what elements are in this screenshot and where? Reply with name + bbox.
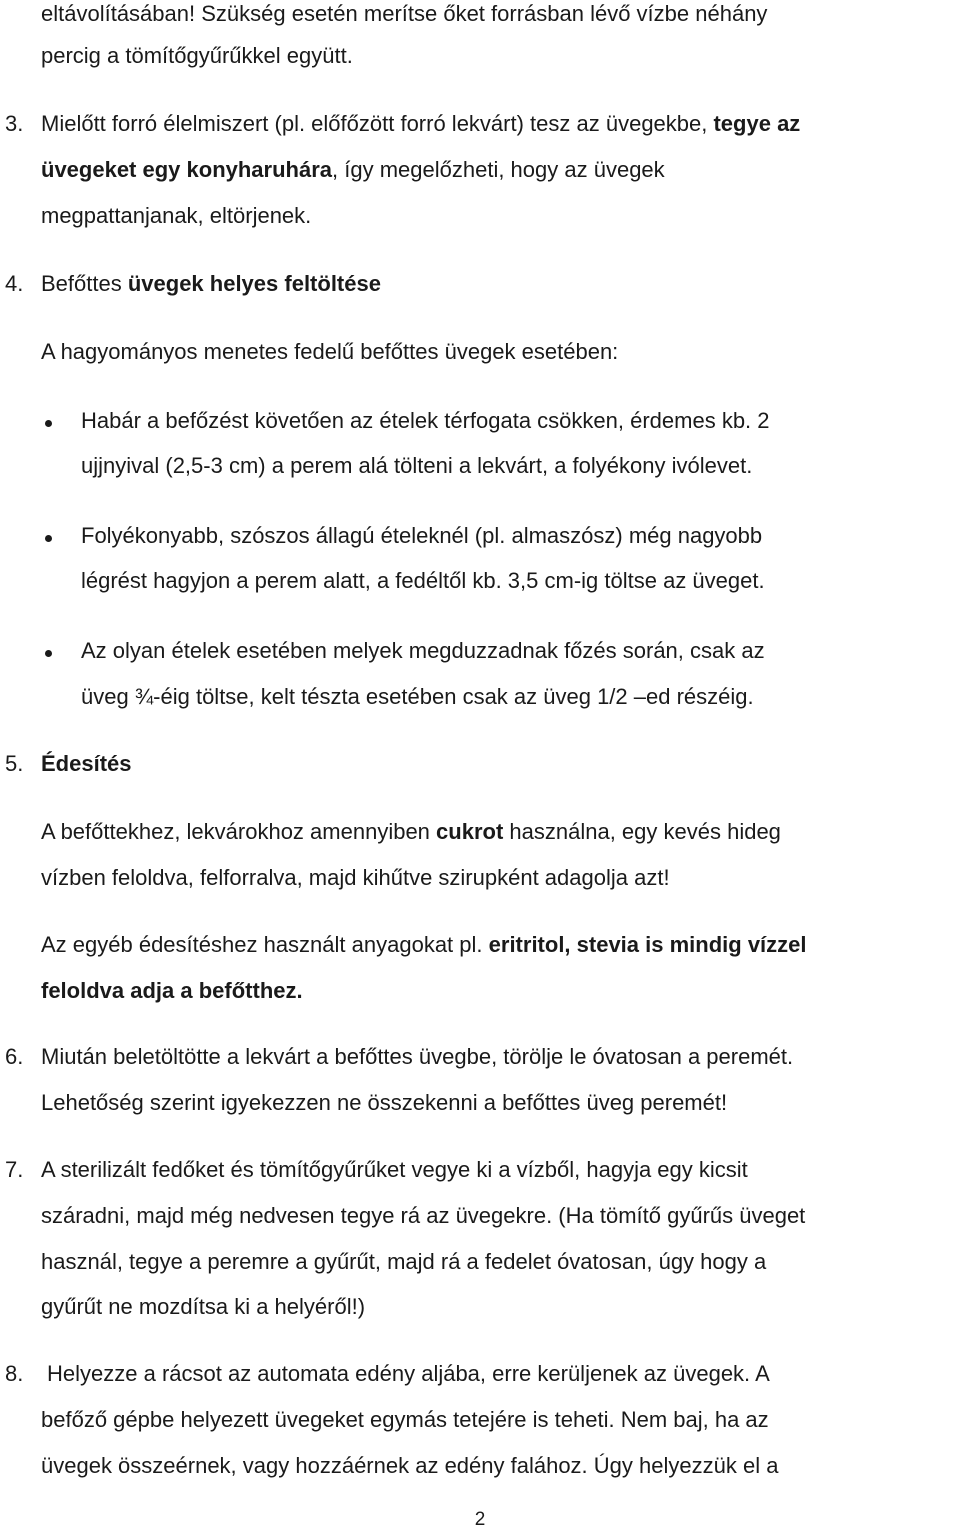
item-3-number: 3.: [5, 111, 24, 136]
item-6-number: 6.: [5, 1044, 24, 1069]
item-3-line-3: megpattanjanak, eltörjenek.: [41, 203, 312, 228]
item-6-line-1: Miután beletöltötte a lekvárt a befőttes üvegbe, törölje le óvatosan a peremét.: [41, 1044, 794, 1069]
item-7-line-4: gyűrűt ne mozdítsa ki a helyéről!): [41, 1294, 366, 1319]
item-5-p2-line-1: [41, 931, 807, 959]
bullet-2-line-2: légrést hagyjon a perem alatt, a fedéltől kb. 3,5 cm-ig töltse az üveget.: [81, 568, 765, 593]
intro-line-2: percig a tömítőgyűrűkkel együtt.: [41, 43, 353, 68]
bullet-2-line-1: Folyékonyabb, szószos állagú ételeknél (pl. almaszósz) még nagyobb: [81, 523, 763, 548]
bullet-3-line-1: Az olyan ételek esetében melyek megduzzadnak főzés során, csak az: [81, 638, 765, 663]
item-7-line-3: használ, tegye a peremre a gyűrűt, majd rá a fedelet óvatosan, úgy hogy a: [41, 1249, 767, 1274]
bullet-3-line-2: üveg ¾-éig töltse, kelt tészta esetében csak az üveg 1/2 –ed részéig.: [81, 684, 754, 709]
item-5-p2-line-2: feloldva adja a befőtthez.: [41, 978, 303, 1003]
item-3-line-1-text: Mielőtt forró élelmiszert (pl. előfőzött forró lekvárt) tesz az üvegekbe,: [41, 111, 714, 136]
item-5-p1-line-2: vízben feloldva, felforralva, majd kihűtve szirupként adagolja azt!: [41, 865, 670, 890]
item-3-line-2: [41, 156, 665, 184]
item-5-title: Édesítés: [41, 751, 132, 776]
item-8-line-1: Helyezze a rácsot az automata edény aljába, erre kerüljenek az üvegek. A: [47, 1361, 770, 1386]
bullet-dot: [45, 650, 52, 657]
item-4-title-bold: üvegek helyes feltöltése: [127, 271, 381, 296]
item-5-p1-bold: cukrot: [436, 819, 504, 844]
item-8-line-3: üvegek összeérnek, vagy hozzáérnek az edény falához. Úgy helyezzük el a: [41, 1453, 779, 1478]
bullet-dot: [45, 420, 52, 427]
item-4-title: [41, 270, 381, 298]
item-4-number: 4.: [5, 271, 24, 296]
item-3-line-2-text: , így megelőzheti, hogy az üvegek: [332, 157, 665, 182]
item-3-line-2-bold: üvegeket egy konyharuhára: [41, 157, 333, 182]
bullet-dot: [45, 535, 52, 542]
item-7-line-1: A sterilizált fedőket és tömítőgyűrűket vegye ki a vízből, hagyja egy kicsit: [41, 1157, 748, 1182]
item-7-number: 7.: [5, 1157, 24, 1182]
item-4-title-plain: Befőttes: [41, 271, 128, 296]
item-5-p1-text-a: A befőttekhez, lekvárokhoz amennyiben: [41, 819, 437, 844]
item-5-p1-text-c: használna, egy kevés hideg: [503, 819, 781, 844]
item-6-line-2: Lehetőség szerint igyekezzen ne összekenni a befőttes üveg peremét!: [41, 1090, 728, 1115]
item-5-number: 5.: [5, 751, 24, 776]
bullet-1-line-2: ujjnyival (2,5-3 cm) a perem alá tölteni a lekvárt, a folyékony ivólevet.: [81, 453, 753, 478]
intro-line-1: eltávolításában! Szükség esetén merítse őket forrásban lévő vízbe néhány: [41, 1, 768, 26]
item-5-p1-line-1: [41, 818, 781, 846]
item-5-p2-bold: eritritol, stevia is mindig vízzel: [488, 932, 807, 957]
bullet-1-line-1: Habár a befőzést követően az ételek térfogata csökken, érdemes kb. 2: [81, 408, 770, 433]
item-4-intro: A hagyományos menetes fedelű befőttes üvegek esetében:: [41, 339, 619, 364]
item-3-line-1: [41, 110, 800, 138]
item-8-number: 8.: [5, 1361, 24, 1386]
item-5-p2-text: Az egyéb édesítéshez használt anyagokat pl.: [41, 932, 489, 957]
item-3-line-1-bold: tegye az: [713, 111, 801, 136]
page-number: 2: [474, 1509, 486, 1530]
item-8-line-2: befőző gépbe helyezett üvegeket egymás tetejére is teheti. Nem baj, ha az: [41, 1407, 769, 1432]
item-7-line-2: száradni, majd még nedvesen tegye rá az üvegekre. (Ha tömítő gyűrűs üveget: [41, 1203, 806, 1228]
